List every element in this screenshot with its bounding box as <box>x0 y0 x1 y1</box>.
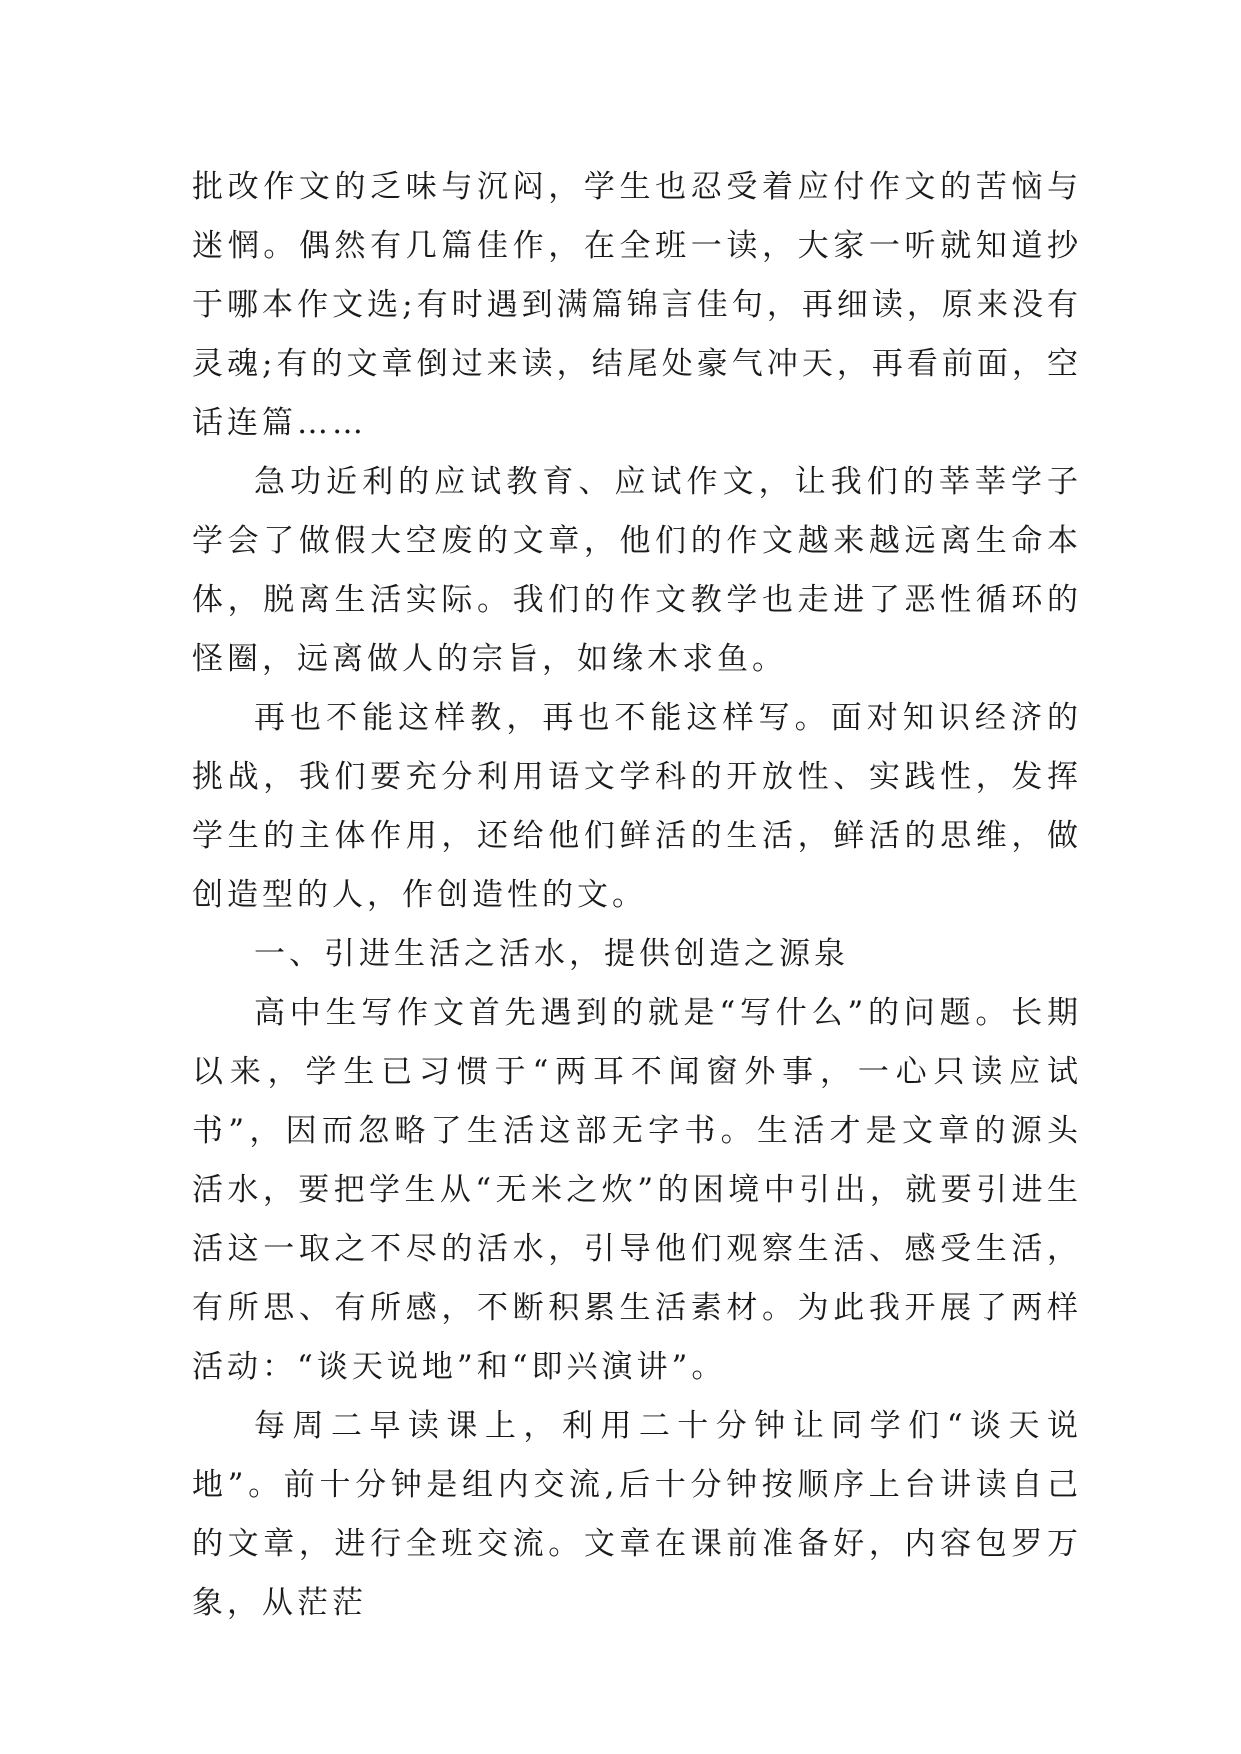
section-heading: 一、引进生活之活水，提供创造之源泉 <box>254 936 849 972</box>
paragraph-new-approach: 再也不能这样教，再也不能这样写。面对知识经济的挑战，我们要充分利用语文学科的开放性、实践性，发挥学生的主体作用，还给他们鲜活的生活，鲜活的思维，做创造型的人，作创造性的文。 <box>192 700 1082 913</box>
paragraph-exam-oriented: 急功近利的应试教育、应试作文，让我们的莘莘学子学会了做假大空废的文章，他们的作文越来越远离生命本体，脱离生活实际。我们的作文教学也走进了恶性循环的怪圈，远离做人的宗旨，如缘木求鱼。 <box>192 464 1082 677</box>
document-body <box>192 158 1082 1633</box>
paragraph-continuation: 批改作文的乏味与沉闷，学生也忍受着应付作文的苦恼与迷惘。偶然有几篇佳作，在全班一读，大家一听就知道抄于哪本作文选;有时遇到满篇锦言佳句，再细读，原来没有灵魂;有的文章倒过来读，结尾处豪气冲天，再看前面，空话连篇…… <box>192 169 1082 441</box>
paragraph-weekly-activity: 每周二早读课上，利用二十分钟让同学们“谈天说地”。前十分钟是组内交流,后十分钟按顺序上台讲读自己的文章，进行全班交流。文章在课前准备好，内容包罗万象，从茫茫 <box>192 1408 1082 1621</box>
paragraph-what-to-write: 高中生写作文首先遇到的就是“写什么”的问题。长期以来，学生已习惯于“两耳不闻窗外事，一心只读应试书”，因而忽略了生活这部无字书。生活才是文章的源头活水，要把学生从“无米之炊”的困境中引出，就要引进生活这一取之不尽的活水，引导他们观察生活、感受生活，有所思、有所感，不断积累生活素材。为此我开展了两样活动：“谈天说地”和“即兴演讲”。 <box>192 995 1082 1385</box>
